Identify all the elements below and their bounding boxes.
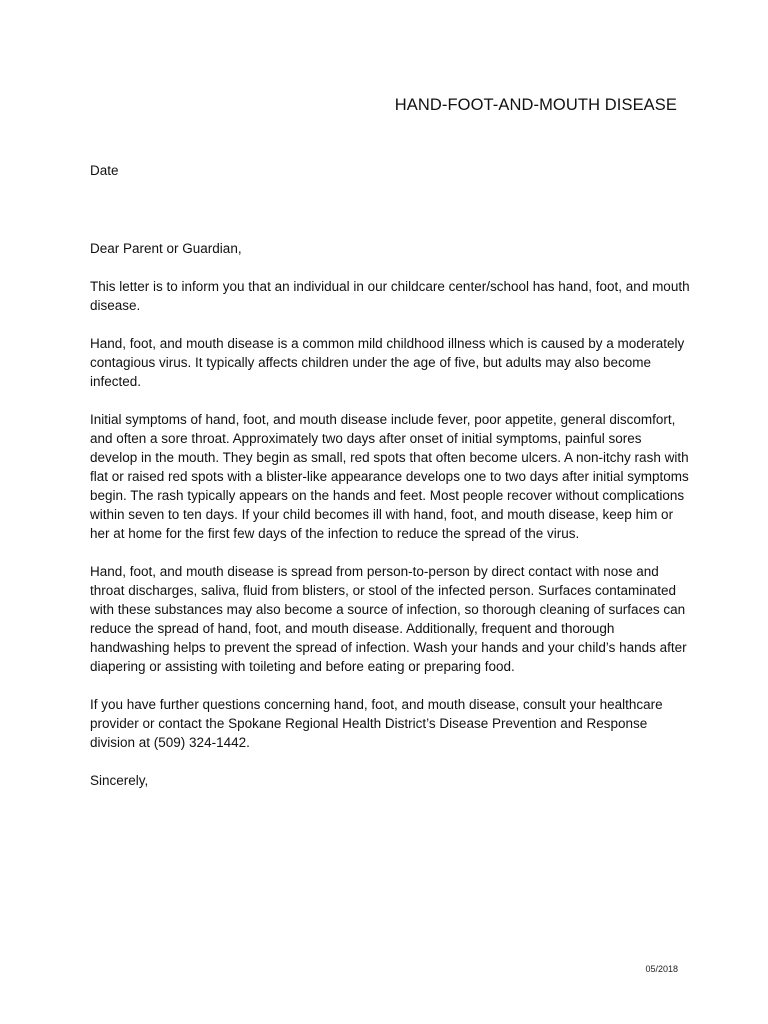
letter-body [90, 239, 690, 809]
paragraph-intro: This letter is to inform you that an individual in our childcare center/school has hand, foot, and mouth disease. [90, 279, 690, 313]
document-title: HAND-FOOT-AND-MOUTH DISEASE [394, 96, 677, 114]
date-label: Date [90, 163, 119, 178]
revision-date: 05/2018 [645, 964, 678, 974]
salutation: Dear Parent or Guardian, [90, 241, 242, 256]
paragraph-contact: If you have further questions concerning hand, foot, and mouth disease, consult your healthcare provider or contact the Spokane Regional Health District’s Disease Prevention and Response division at (509) 324-1442. [90, 697, 663, 750]
paragraph-symptoms: Initial symptoms of hand, foot, and mouth disease include fever, poor appetite, general discomfort, and often a sore throat. Approximately two days after onset of initial symptoms, painful sores develop in the mouth. They begin as small, red spots that often become ulcers. A non-itchy rash with flat or raised red spots with a blister-like appearance develops one to two days after initial symptoms begin. The rash typically appears on the hands and feet. Most people recover without complications within seven to ten days. If your child becomes ill with hand, foot, and mouth disease, keep him or her at home for the first few days of the infection to reduce the spread of the virus. [90, 412, 689, 541]
paragraph-overview: Hand, foot, and mouth disease is a common mild childhood illness which is caused by a moderately contagious virus. It typically affects children under the age of five, but adults may also become infected. [90, 336, 685, 389]
closing: Sincerely, [90, 773, 149, 788]
paragraph-transmission: Hand, foot, and mouth disease is spread from person-to-person by direct contact with nose and throat discharges, saliva, fluid from blisters, or stool of the infected person. Surfaces contaminated with these substances may also become a source of infection, so thorough cleaning of surfaces can reduce the spread of hand, foot, and mouth disease. Additionally, frequent and thorough handwashing helps to prevent the spread of infection. Wash your hands and your child’s hands after diapering or assisting with toileting and before eating or preparing food. [90, 564, 687, 674]
